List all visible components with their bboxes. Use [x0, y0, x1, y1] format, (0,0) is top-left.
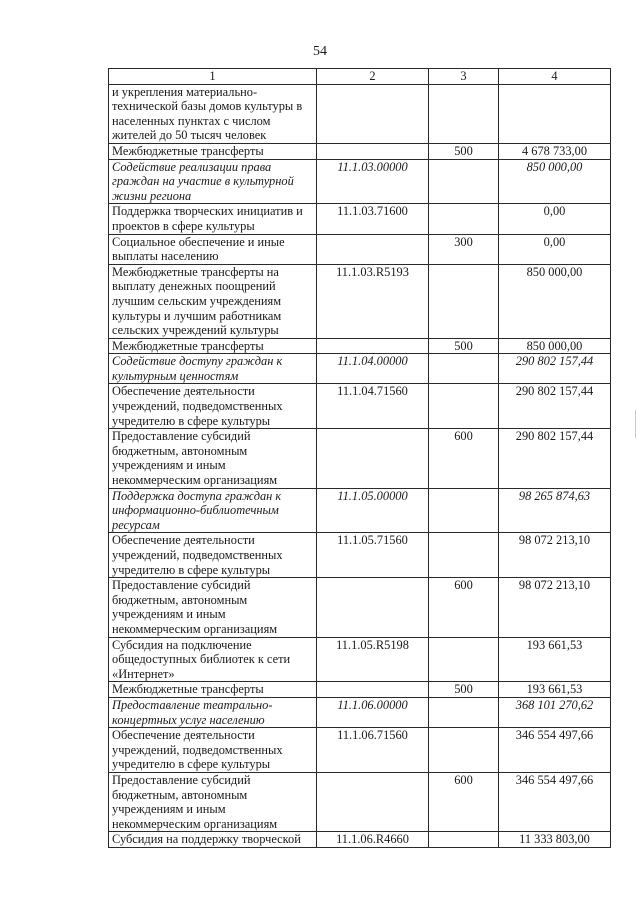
cell-type [429, 264, 499, 338]
cell-sum: 11 333 803,00 [499, 832, 611, 848]
table-row [109, 578, 611, 637]
cell-sum [499, 84, 611, 143]
cell-type [429, 84, 499, 143]
cell-sum: 850 000,00 [499, 338, 611, 354]
cell-type: 500 [429, 143, 499, 159]
table-row [109, 354, 611, 384]
cell-name: Межбюджетные трансферты [109, 143, 317, 159]
cell-type: 600 [429, 772, 499, 831]
cell-type: 500 [429, 338, 499, 354]
cell-sum: 290 802 157,44 [499, 354, 611, 384]
cell-name: Социальное обеспечение и иные выплаты населению [109, 234, 317, 264]
margin-mark [635, 410, 636, 438]
budget-table [108, 68, 611, 848]
cell-name: Межбюджетные трансферты [109, 338, 317, 354]
cell-code [317, 338, 429, 354]
table-row [109, 832, 611, 848]
cell-code: 11.1.03.R5193 [317, 264, 429, 338]
cell-name: Межбюджетные трансферты на выплату денежных поощрений лучшим сельским учреждениям культуры и лучшим работникам сельских учреждений культуры [109, 264, 317, 338]
cell-code [317, 682, 429, 698]
cell-code [317, 578, 429, 637]
cell-code [317, 143, 429, 159]
cell-type: 500 [429, 682, 499, 698]
cell-sum: 98 072 213,10 [499, 533, 611, 578]
cell-name: Предоставление театрально-концертных услуг населению [109, 697, 317, 727]
cell-sum: 0,00 [499, 204, 611, 234]
cell-name: Межбюджетные трансферты [109, 682, 317, 698]
cell-code: 11.1.06.R4660 [317, 832, 429, 848]
cell-code: 11.1.05.00000 [317, 488, 429, 533]
cell-code [317, 84, 429, 143]
cell-type [429, 204, 499, 234]
table-row [109, 234, 611, 264]
cell-name: Предоставление субсидий бюджетным, автономным учреждениям и иным некоммерческим организациям [109, 772, 317, 831]
cell-type [429, 384, 499, 429]
cell-code [317, 429, 429, 488]
cell-code: 11.1.03.00000 [317, 159, 429, 204]
cell-name: Предоставление субсидий бюджетным, автономным учреждениям и иным некоммерческим организациям [109, 578, 317, 637]
cell-sum: 368 101 270,62 [499, 697, 611, 727]
cell-type: 600 [429, 578, 499, 637]
table-row [109, 143, 611, 159]
cell-type [429, 354, 499, 384]
table-row [109, 204, 611, 234]
cell-type [429, 533, 499, 578]
cell-name: Субсидия на подключение общедоступных библиотек к сети «Интернет» [109, 637, 317, 682]
cell-sum: 4 678 733,00 [499, 143, 611, 159]
table-row [109, 384, 611, 429]
table-row [109, 682, 611, 698]
cell-sum: 98 265 874,63 [499, 488, 611, 533]
cell-name: Обеспечение деятельности учреждений, подведомственных учредителю в сфере культуры [109, 533, 317, 578]
cell-sum: 850 000,00 [499, 264, 611, 338]
cell-code: 11.1.04.71560 [317, 384, 429, 429]
table-row [109, 429, 611, 488]
page-number: 54 [313, 44, 327, 59]
table-row [109, 533, 611, 578]
cell-name: Поддержка творческих инициатив и проектов в сфере культуры [109, 204, 317, 234]
cell-sum: 290 802 157,44 [499, 384, 611, 429]
cell-name: Субсидия на поддержку творческой [109, 832, 317, 848]
cell-code: 11.1.05.71560 [317, 533, 429, 578]
table-header-row [109, 69, 611, 85]
cell-name: Обеспечение деятельности учреждений, подведомственных учредителю в сфере культуры [109, 728, 317, 773]
cell-type [429, 159, 499, 204]
cell-name: Обеспечение деятельности учреждений, подведомственных учредителю в сфере культуры [109, 384, 317, 429]
table-row [109, 84, 611, 143]
cell-sum: 346 554 497,66 [499, 772, 611, 831]
cell-sum: 290 802 157,44 [499, 429, 611, 488]
table-row [109, 488, 611, 533]
table-row [109, 159, 611, 204]
cell-type [429, 728, 499, 773]
cell-sum: 346 554 497,66 [499, 728, 611, 773]
table-row [109, 697, 611, 727]
header-cell-code: 2 [317, 69, 429, 85]
cell-code: 11.1.06.00000 [317, 697, 429, 727]
cell-type [429, 637, 499, 682]
cell-name: Поддержка доступа граждан к информационно-библиотечным ресурсам [109, 488, 317, 533]
table-row [109, 338, 611, 354]
cell-name: Содействие реализации права граждан на участие в культурной жизни региона [109, 159, 317, 204]
cell-type: 300 [429, 234, 499, 264]
cell-sum: 193 661,53 [499, 637, 611, 682]
cell-name: Предоставление субсидий бюджетным, автономным учреждениям и иным некоммерческим организациям [109, 429, 317, 488]
table-row [109, 728, 611, 773]
cell-sum: 193 661,53 [499, 682, 611, 698]
cell-type [429, 832, 499, 848]
cell-code: 11.1.05.R5198 [317, 637, 429, 682]
header-cell-type: 3 [429, 69, 499, 85]
table-row [109, 637, 611, 682]
cell-type [429, 488, 499, 533]
cell-type: 600 [429, 429, 499, 488]
cell-sum: 0,00 [499, 234, 611, 264]
header-cell-name: 1 [109, 69, 317, 85]
cell-name: и укрепления материально-технической базы домов культуры в населенных пунктах с числом жителей до 50 тысяч человек [109, 84, 317, 143]
cell-sum: 850 000,00 [499, 159, 611, 204]
cell-code: 11.1.04.00000 [317, 354, 429, 384]
table-row [109, 772, 611, 831]
header-cell-sum: 4 [499, 69, 611, 85]
cell-type [429, 697, 499, 727]
cell-code [317, 234, 429, 264]
table-row [109, 264, 611, 338]
cell-code: 11.1.06.71560 [317, 728, 429, 773]
cell-sum: 98 072 213,10 [499, 578, 611, 637]
cell-code [317, 772, 429, 831]
cell-code: 11.1.03.71600 [317, 204, 429, 234]
cell-name: Содействие доступу граждан к культурным ценностям [109, 354, 317, 384]
